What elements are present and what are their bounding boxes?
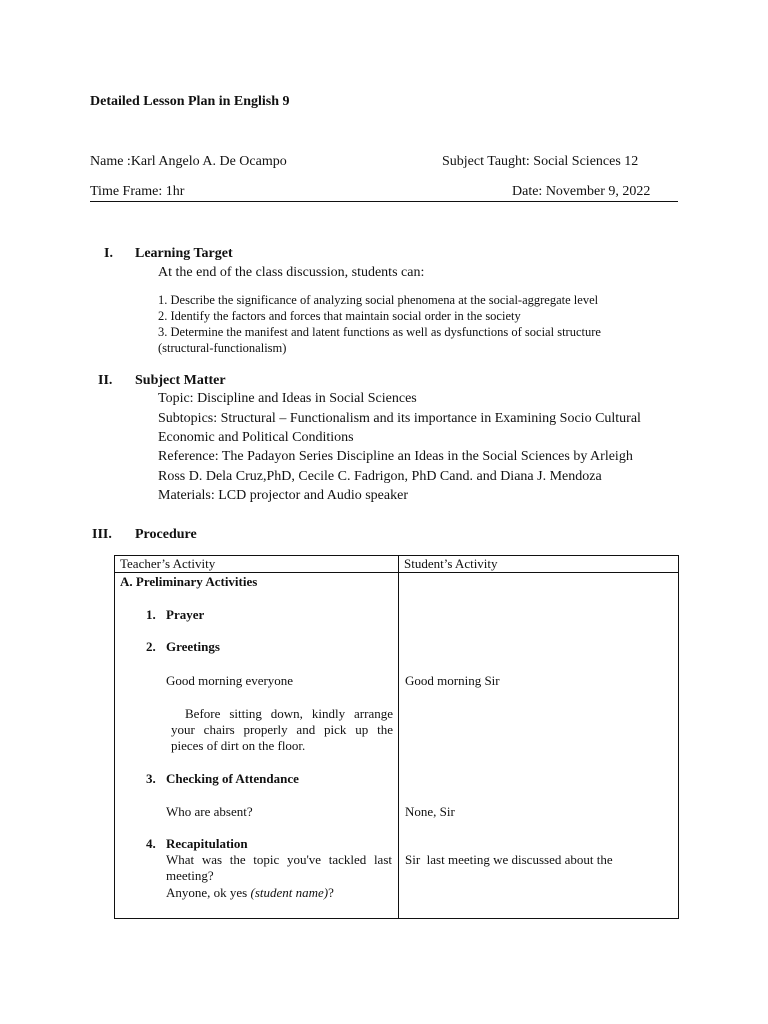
subject-matter-line: Topic: Discipline and Ideas in Social Sciences [158,391,417,406]
step-number: 4. [146,836,156,851]
step-number: 2. [146,639,156,654]
student-activity-cell [399,573,679,919]
preliminary-heading: A. Preliminary Activities [120,574,258,589]
teacher-recap-question: What was the topic you've tackled last meeting? [166,852,392,883]
section-1-heading: Learning Target [135,246,233,261]
document-title: Detailed Lesson Plan in English 9 [90,94,290,109]
subject-matter-line: Ross D. Dela Cruz,PhD, Cecile C. Fadrigon, PhD Cand. and Diana J. Mendoza [158,469,602,484]
table-row [115,573,679,919]
lesson-date: Date: November 9, 2022 [512,184,651,199]
student-attendance-answer: None, Sir [405,804,455,819]
time-frame: Time Frame: 1hr [90,184,185,199]
step-title: Recapitulation [166,836,248,851]
teacher-attendance-question: Who are absent? [166,804,253,819]
subject-matter-line: Reference: The Padayon Series Discipline an Ideas in the Social Sciences by Arleigh [158,449,633,464]
student-activity-header: Student’s Activity [399,556,679,573]
section-1-numeral: I. [104,246,113,261]
question-mark: ? [328,885,334,900]
step-title: Prayer [166,607,205,622]
call-student-text: Anyone, ok yes [166,885,251,900]
procedure-table [114,555,679,919]
section-2-numeral: II. [98,373,113,388]
teacher-activity-header: Teacher’s Activity [115,556,399,573]
step-number: 3. [146,771,156,786]
step-title: Checking of Attendance [166,771,299,786]
header-divider [90,201,678,202]
teacher-name: Name :Karl Angelo A. De Ocampo [90,154,287,169]
section-1-intro: At the end of the class discussion, students can: [158,265,425,280]
section-2-heading: Subject Matter [135,373,226,388]
teacher-activity-cell [115,573,399,919]
student-greeting: Good morning Sir [405,673,500,688]
step-title: Greetings [166,639,220,654]
objective-item: 1. Describe the significance of analyzing social phenomena at the social-aggregate level [158,293,599,307]
subject-matter-line: Economic and Political Conditions [158,430,354,445]
teacher-call-student [166,885,334,901]
student-recap-answer: Sir last meeting we discussed about the [405,852,613,867]
objective-item: 2. Identify the factors and forces that maintain social order in the society [158,309,521,323]
subject-taught: Subject Taught: Social Sciences 12 [442,154,639,169]
subject-matter-line: Materials: LCD projector and Audio speaker [158,488,408,503]
teacher-greeting: Good morning everyone [166,673,294,688]
section-3-numeral: III. [92,527,112,542]
objective-item: (structural-functionalism) [158,341,287,355]
objective-item: 3. Determine the manifest and latent functions as well as dysfunctions of social structure [158,325,601,339]
table-header-row [115,556,679,573]
section-3-heading: Procedure [135,527,197,542]
step-number: 1. [146,607,156,622]
subject-matter-line: Subtopics: Structural – Functionalism and its importance in Examining Socio Cultural [158,411,641,426]
student-name-placeholder: (student name) [250,885,329,900]
teacher-instruction: Before sitting down, kindly arrange your chairs properly and pick up the pieces of dirt on the floor. [171,706,393,753]
